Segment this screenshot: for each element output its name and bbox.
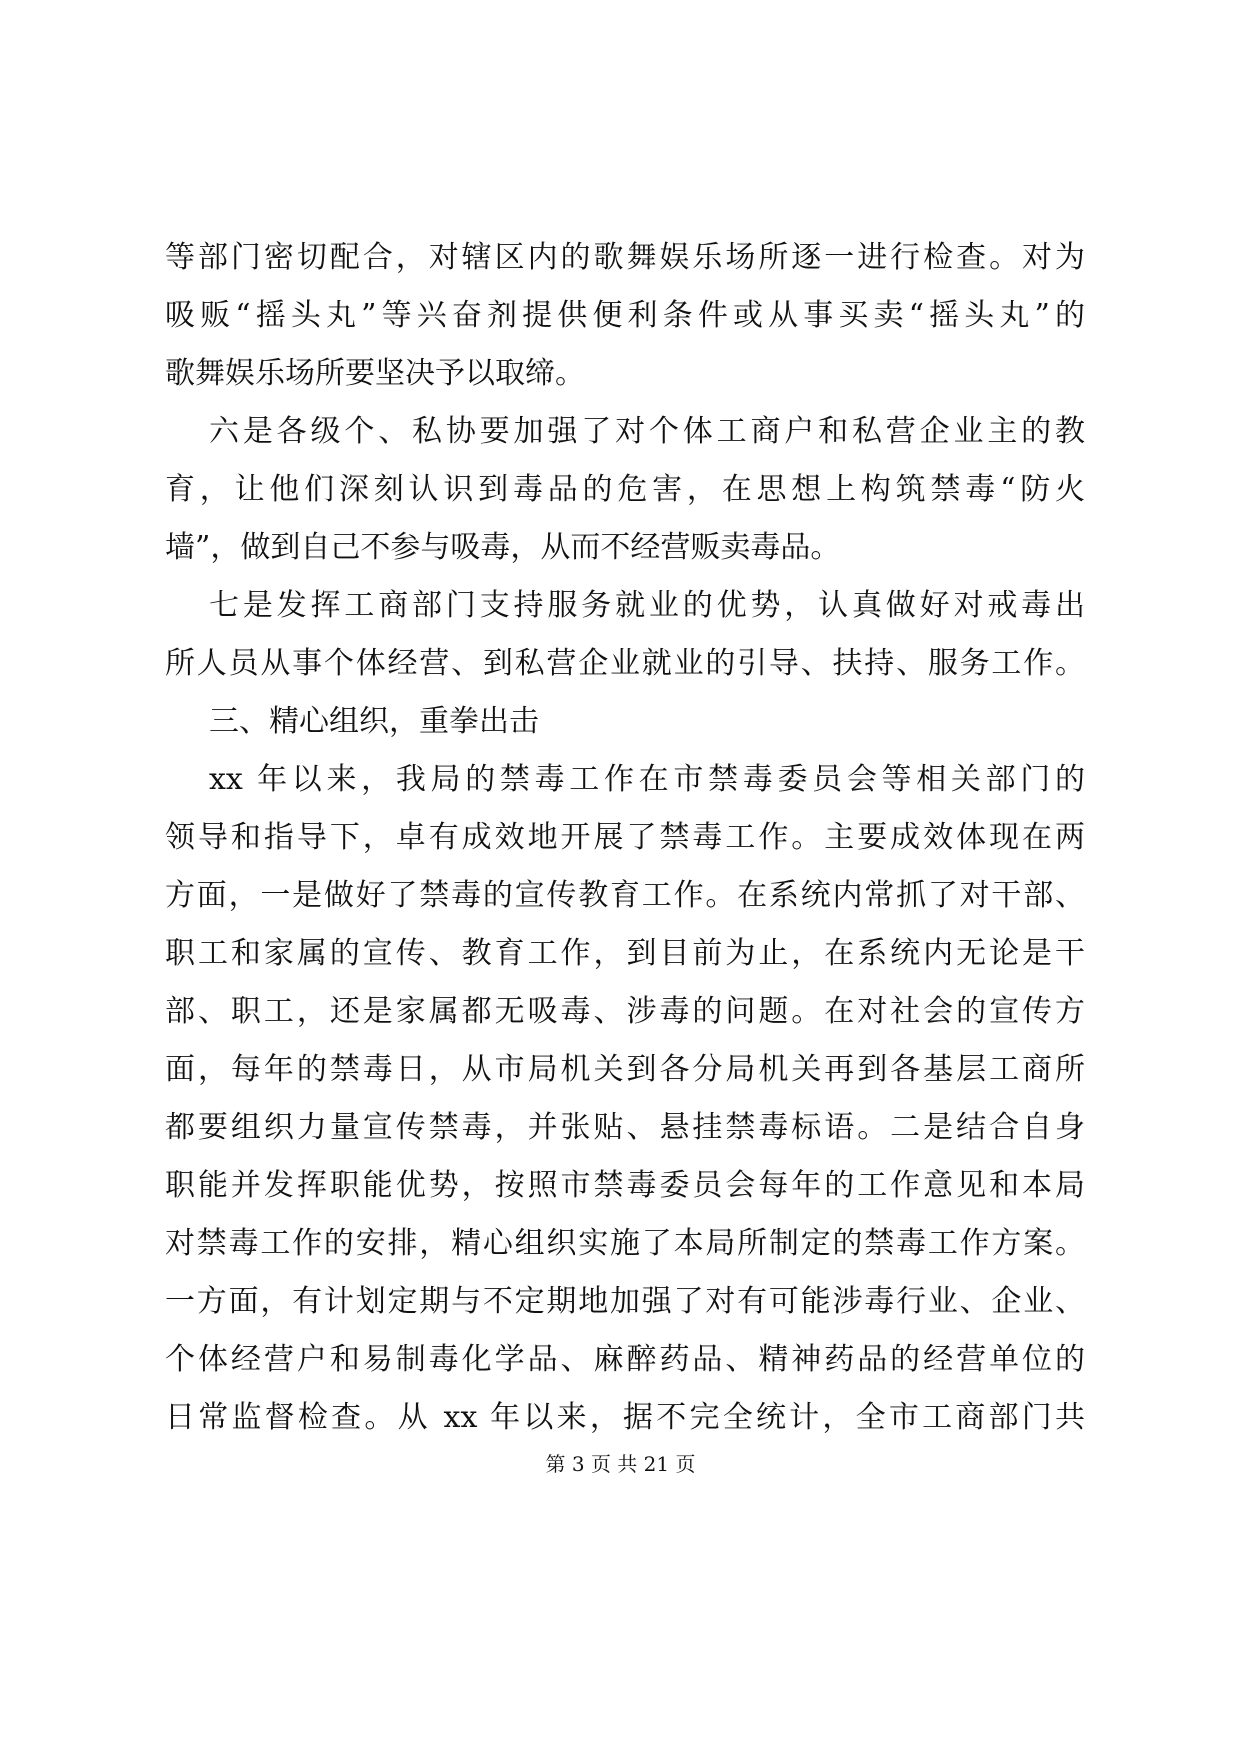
text-line: 所人员从事个体经营、到私营企业就业的引导、扶持、服务工作。 — [165, 646, 1085, 681]
text-line: 六是各级个、私协要加强了对个体工商户和私营企业主的教 — [209, 414, 1085, 449]
text-line: 墙”，做到自己不参与吸毒，从而不经营贩卖毒品。 — [165, 530, 841, 565]
text-line: 个体经营户和易制毒化学品、麻醉药品、精神药品的经营单位的 — [165, 1342, 1085, 1377]
text-line: 面，每年的禁毒日，从市局机关到各分局机关再到各基层工商所 — [165, 1052, 1085, 1087]
text-line: 三、精心组织，重拳出击 — [209, 704, 539, 739]
text-line: 日常监督检查。从 xx 年以来，据不完全统计，全市工商部门共 — [165, 1400, 1085, 1435]
text-line: 等部门密切配合，对辖区内的歌舞娱乐场所逐一进行检查。对为 — [165, 240, 1085, 275]
page-footer: 第 3 页 共 21 页 — [545, 1452, 696, 1476]
text-line: 职能并发挥职能优势，按照市禁毒委员会每年的工作意见和本局 — [165, 1168, 1085, 1203]
text-line: xx 年以来，我局的禁毒工作在市禁毒委员会等相关部门的 — [209, 762, 1085, 797]
text-line: 职工和家属的宣传、教育工作，到目前为止，在系统内无论是干 — [165, 936, 1085, 971]
text-line: 都要组织力量宣传禁毒，并张贴、悬挂禁毒标语。二是结合自身 — [165, 1110, 1085, 1145]
text-line: 一方面，有计划定期与不定期地加强了对有可能涉毒行业、企业、 — [165, 1284, 1085, 1319]
text-line: 对禁毒工作的安排，精心组织实施了本局所制定的禁毒工作方案。 — [165, 1226, 1085, 1261]
text-line: 方面，一是做好了禁毒的宣传教育工作。在系统内常抓了对干部、 — [165, 878, 1085, 913]
text-line: 育，让他们深刻认识到毒品的危害，在思想上构筑禁毒“防火 — [165, 472, 1085, 507]
text-line: 领导和指导下，卓有成效地开展了禁毒工作。主要成效体现在两 — [165, 820, 1085, 855]
text-line: 吸贩“摇头丸”等兴奋剂提供便利条件或从事买卖“摇头丸”的 — [165, 298, 1085, 333]
text-line: 部、职工，还是家属都无吸毒、涉毒的问题。在对社会的宣传方 — [165, 994, 1085, 1029]
text-line: 七是发挥工商部门支持服务就业的优势，认真做好对戒毒出 — [209, 588, 1085, 623]
text-line: 歌舞娱乐场所要坚决予以取缔。 — [165, 356, 585, 391]
